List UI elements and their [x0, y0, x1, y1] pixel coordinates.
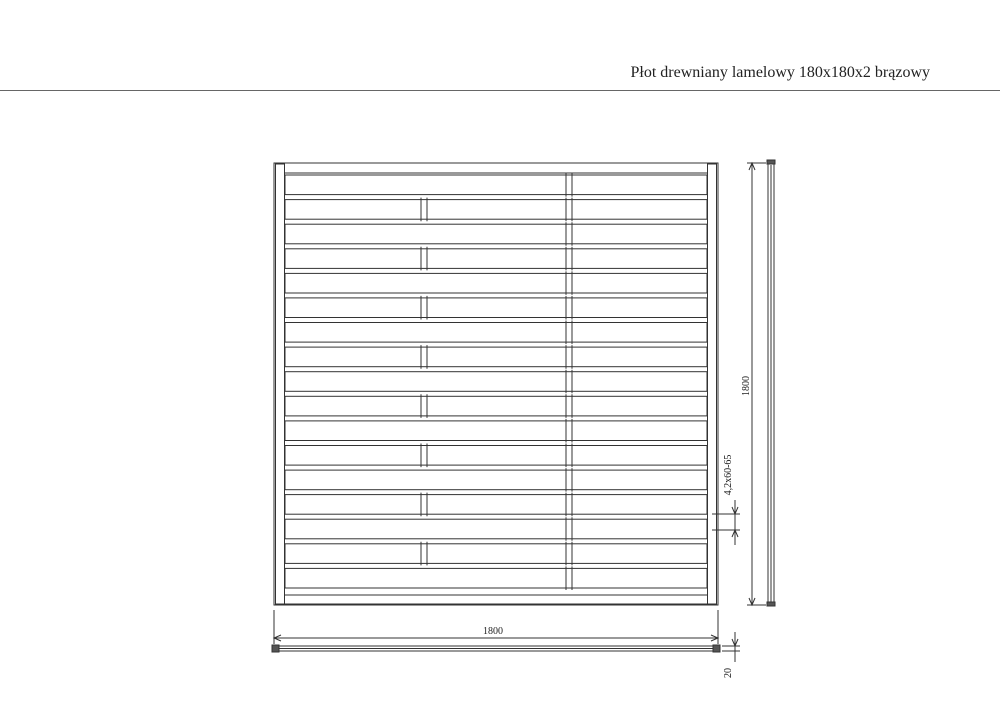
- side-view: [767, 160, 775, 606]
- thickness-dimension: [722, 632, 740, 662]
- fence-slat: [285, 347, 707, 367]
- bottom-view: [272, 645, 720, 652]
- left-post: [276, 164, 285, 604]
- fence-slat: [285, 544, 707, 564]
- fence-slat: [285, 519, 707, 539]
- page-title: Płot drewniany lamelowy 180x180x2 brązowy: [630, 64, 930, 81]
- fence-slat: [285, 372, 707, 392]
- fence-slat: [285, 446, 707, 466]
- fence-slat: [285, 470, 707, 490]
- fence-slat: [285, 421, 707, 441]
- fence-slat: [285, 175, 707, 195]
- fence-slat: [285, 323, 707, 343]
- fence-slat: [285, 224, 707, 244]
- thickness-dimension-label: 20: [723, 668, 734, 678]
- fence-slat: [285, 495, 707, 515]
- right-post: [708, 164, 717, 604]
- fence-slat: [285, 396, 707, 416]
- slat-profile-label: 4,2x60-65: [723, 454, 734, 496]
- fence-slat: [285, 298, 707, 318]
- fence-slat: [285, 568, 707, 588]
- fence-slat: [285, 200, 707, 220]
- height-dimension-label: 1800: [741, 376, 752, 396]
- fence-slat: [285, 249, 707, 269]
- fence-slat: [285, 273, 707, 293]
- width-dimension-label: 1800: [483, 626, 503, 637]
